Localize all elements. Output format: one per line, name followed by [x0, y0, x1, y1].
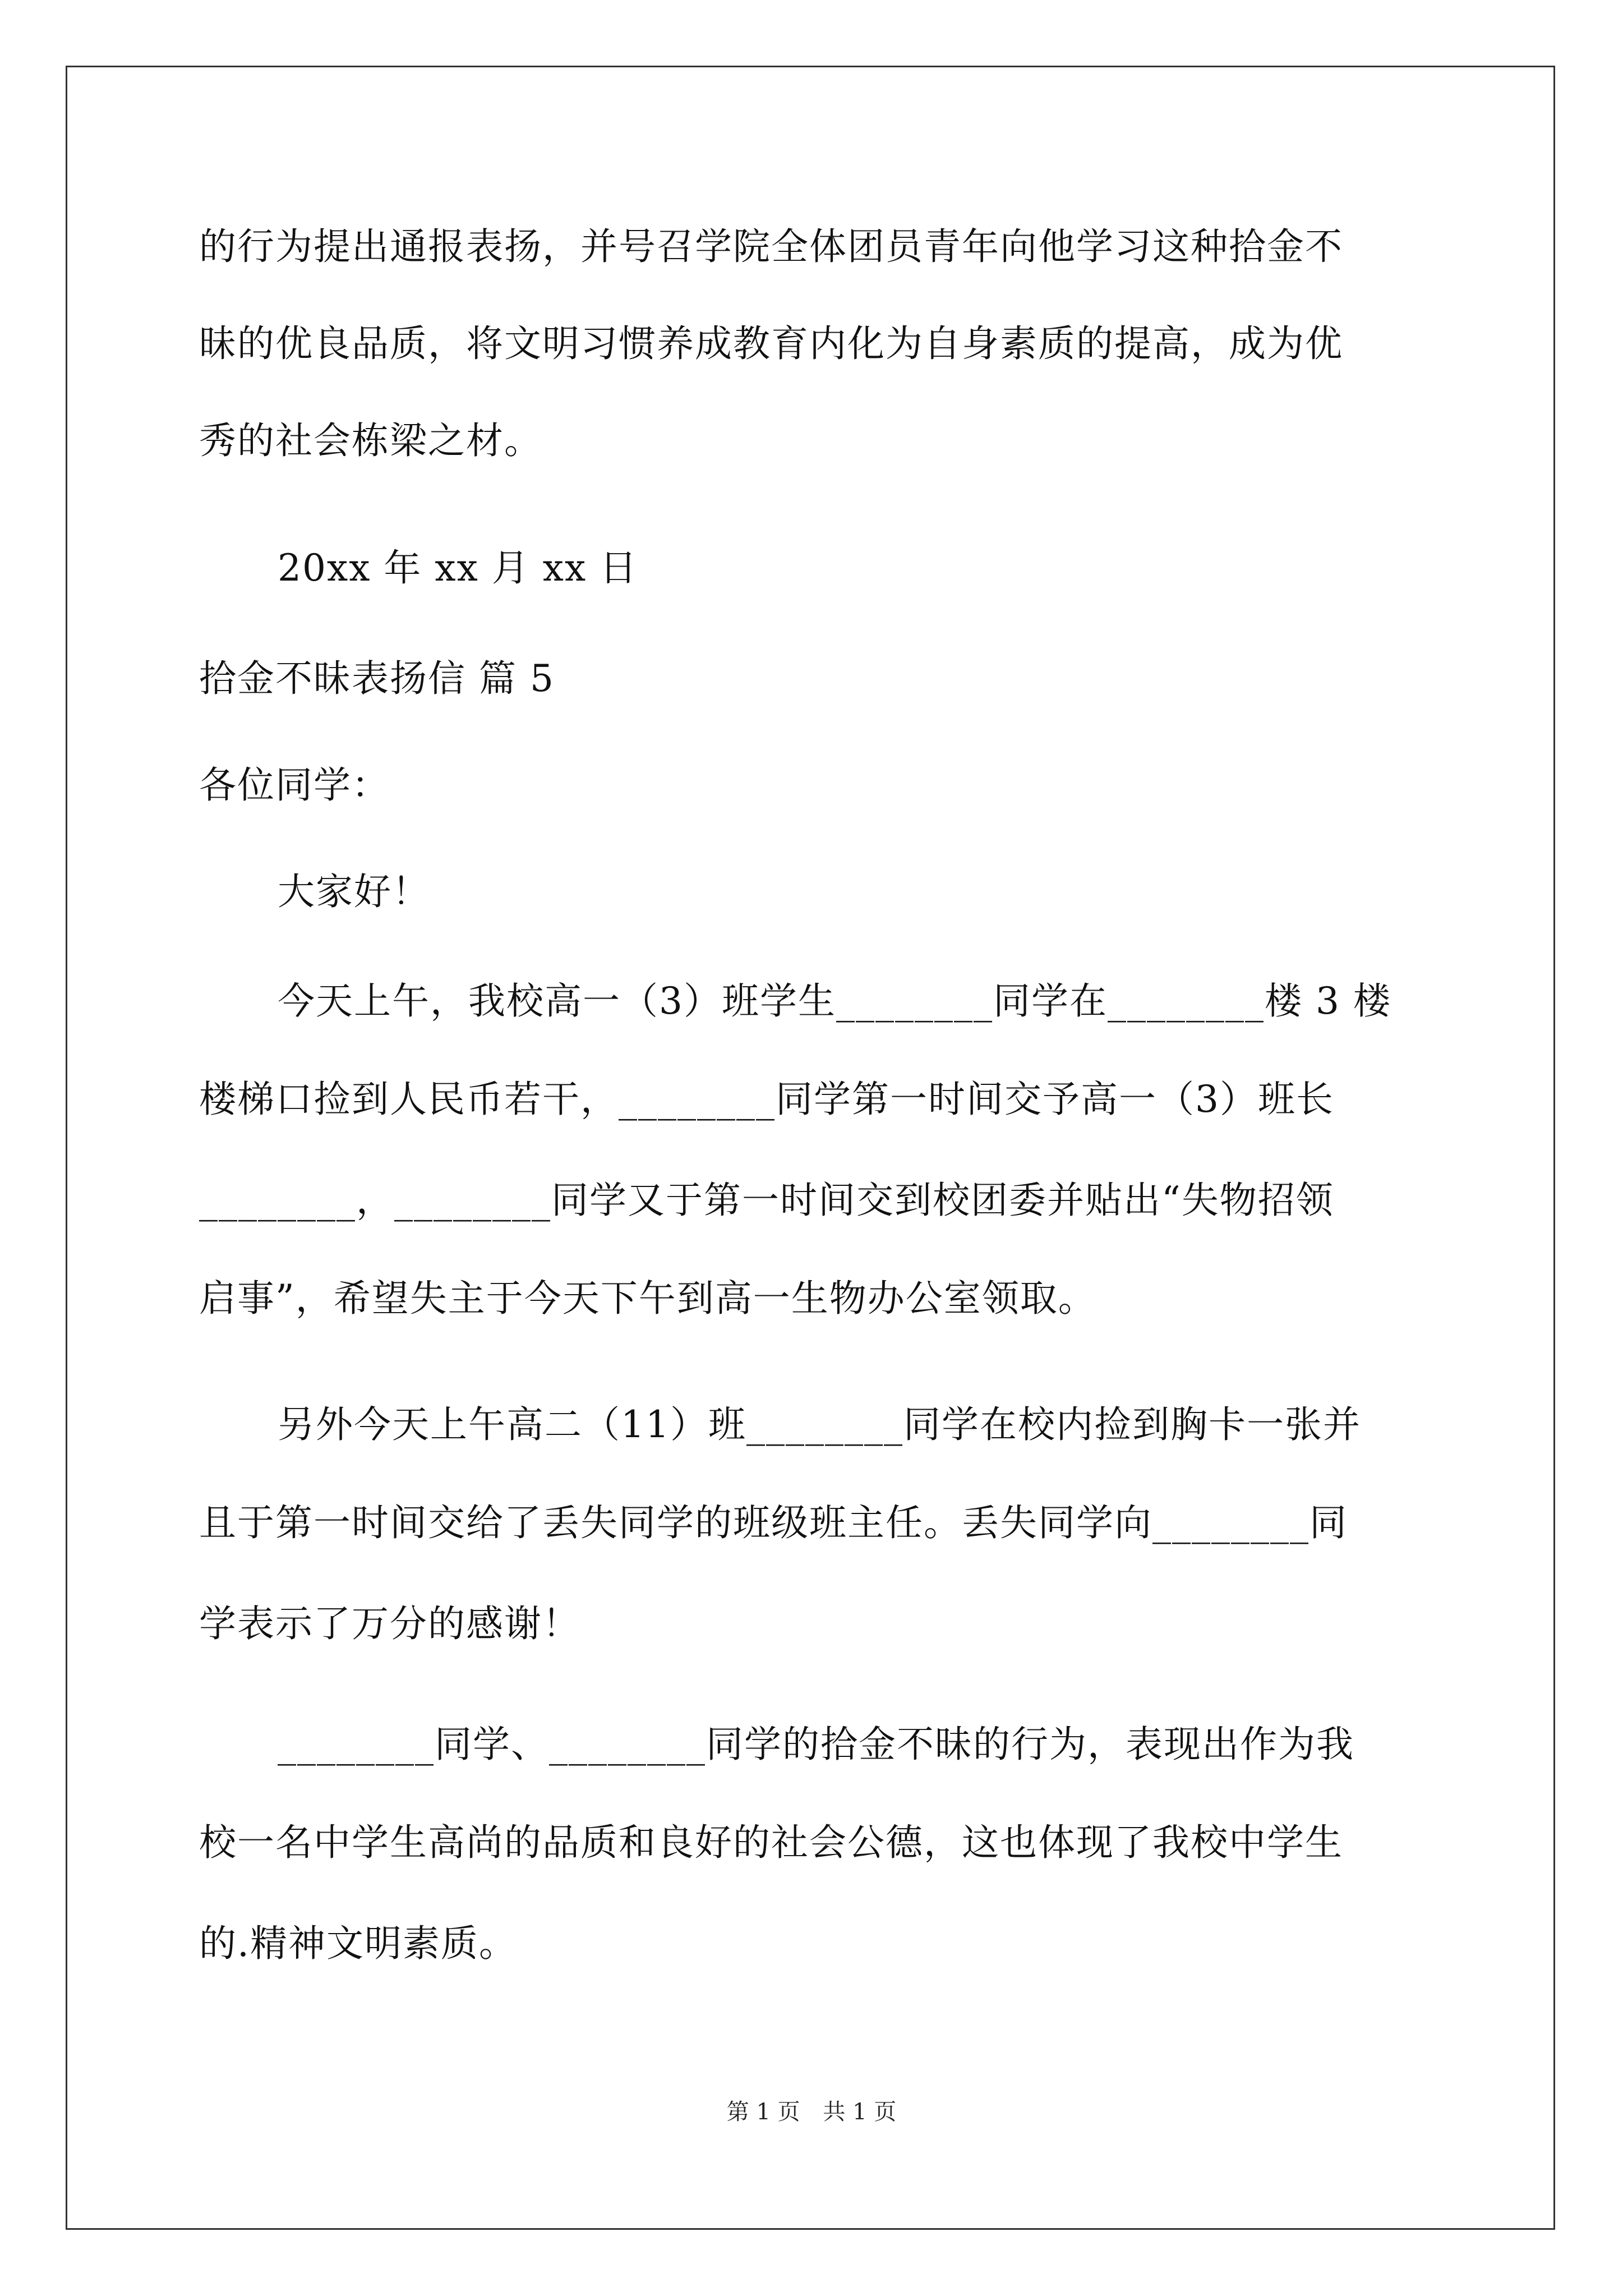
- body-line-11: 启事”，希望失主于今天下午到高一生物办公室领取。: [199, 1277, 1096, 1320]
- body-line-13: 且于第一时间交给了丢失同学的班级班主任。丢失同学向________同: [199, 1501, 1348, 1544]
- body-line-2: 昧的优良品质，将文明习惯养成教育内化为自身素质的提高，成为优: [199, 322, 1343, 365]
- greeting: 大家好！: [278, 870, 430, 913]
- body-line-10: ________，________同学又于第一时间交到校团委并贴出“失物招领: [199, 1179, 1334, 1222]
- salutation: 各位同学：: [199, 763, 390, 807]
- body-line-12: 另外今天上午高二（11）班________同学在校内捡到胸卡一张并: [278, 1403, 1361, 1446]
- page-number: 第 1 页: [726, 2099, 800, 2125]
- body-line-17: 的.精神文明素质。: [199, 1922, 517, 1965]
- body-line-8: 今天上午，我校高一（3）班学生________同学在________楼 3 楼: [278, 979, 1391, 1023]
- body-line-14: 学表示了万分的感谢！: [199, 1602, 580, 1645]
- page-footer: [0, 2098, 1623, 2126]
- body-line-3: 秀的社会栋梁之材。: [199, 419, 542, 462]
- body-line-15: ________同学、________同学的拾金不昧的行为，表现出作为我: [278, 1723, 1354, 1766]
- section-heading: 拾金不昧表扬信 篇 5: [199, 657, 555, 700]
- body-line-9: 楼梯口捡到人民币若干，________同学第一时间交予高一（3）班长: [199, 1078, 1334, 1121]
- page-total: 共 1 页: [823, 2099, 897, 2125]
- date-line: 20xx 年 xx 月 xx 日: [278, 546, 638, 590]
- body-line-16: 校一名中学生高尚的品质和良好的社会公德，这也体现了我校中学生: [199, 1821, 1343, 1864]
- body-line-1: 的行为提出通报表扬，并号召学院全体团员青年向他学习这种拾金不: [199, 225, 1343, 268]
- page-frame: [66, 66, 1555, 2230]
